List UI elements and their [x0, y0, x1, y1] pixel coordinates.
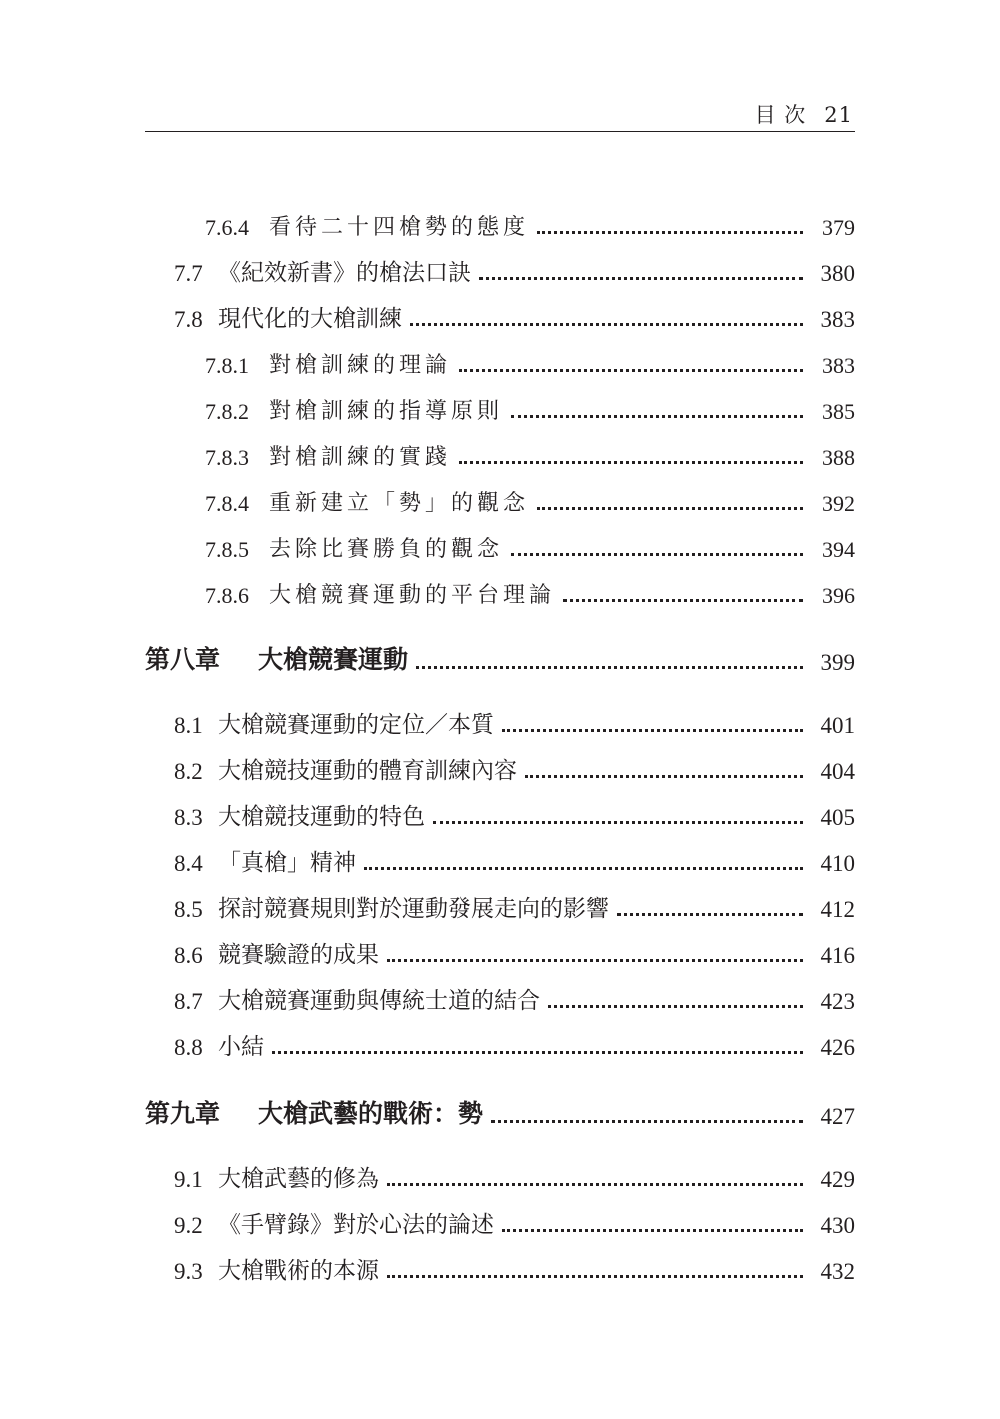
toc-entry-number: 9.1	[174, 1167, 203, 1192]
toc-entry-page: 399	[820, 650, 855, 675]
toc-entry-page: 394	[822, 537, 855, 562]
toc-chapter-entry[interactable]	[0, 640, 1000, 676]
dot-leader	[563, 599, 803, 602]
toc-entry-number: 8.6	[174, 943, 203, 968]
dot-leader	[479, 277, 803, 280]
toc-entry-number: 8.2	[174, 759, 203, 784]
toc-chapter-title: 大槍武藝的戰術：勢	[258, 1099, 484, 1128]
toc-entry-page: 392	[822, 491, 855, 516]
toc-entry-page: 383	[820, 307, 855, 332]
toc-entry-title: 去除比賽勝負的觀念	[269, 537, 504, 562]
toc-entry-number: 9.3	[174, 1259, 203, 1284]
toc-entry[interactable]	[0, 795, 1000, 831]
dot-leader	[548, 1005, 803, 1008]
toc-entry-number: 7.8.6	[205, 583, 249, 608]
toc-entry-number: 7.8.1	[205, 353, 249, 378]
toc-entry-page: 388	[822, 445, 855, 470]
toc-chapter-title: 大槍競賽運動	[258, 645, 409, 674]
dot-leader	[387, 959, 803, 962]
toc-entry-page: 385	[822, 399, 855, 424]
toc-entry-title: 大槍競賽運動的平台理論	[269, 583, 556, 608]
toc-entry-page: 416	[820, 943, 855, 968]
toc-entry-number: 7.8	[174, 307, 203, 332]
toc-entry-page: 412	[820, 897, 855, 922]
toc-entry[interactable]	[0, 703, 1000, 739]
toc-entry-page: 396	[822, 583, 855, 608]
toc-entry-page: 380	[820, 261, 855, 286]
toc-entry-number: 8.3	[174, 805, 203, 830]
toc-entry-number: 7.8.3	[205, 445, 249, 470]
dot-leader	[537, 507, 803, 510]
toc-entry-number: 7.8.2	[205, 399, 249, 424]
dot-leader	[410, 323, 803, 326]
dot-leader	[491, 1120, 803, 1123]
toc-entry-page: 423	[820, 989, 855, 1014]
toc-entry-title: 大槍武藝的修為	[218, 1166, 379, 1192]
toc-entry-title: 「真槍」精神	[218, 850, 356, 876]
toc-chapter-number: 第八章	[145, 645, 221, 674]
dot-leader	[459, 461, 803, 464]
header-page-number: 21	[824, 103, 853, 127]
toc-entry-title: 探討競賽規則對於運動發展走向的影響	[218, 896, 609, 922]
toc-entry[interactable]	[0, 933, 1000, 969]
toc-entry[interactable]	[0, 1249, 1000, 1285]
dot-leader	[511, 415, 803, 418]
toc-chapter-entry[interactable]	[0, 1094, 1000, 1130]
header-section-title: 目 次	[754, 103, 807, 127]
toc-entry[interactable]	[0, 389, 1000, 425]
dot-leader	[525, 775, 803, 778]
toc-entry[interactable]	[0, 887, 1000, 923]
toc-entry-number: 7.6.4	[205, 215, 249, 240]
toc-entry-number: 8.1	[174, 713, 203, 738]
toc-entry-title: 《紀效新書》的槍法口訣	[218, 260, 471, 286]
dot-leader	[502, 1229, 803, 1232]
toc-entry-number: 8.7	[174, 989, 203, 1014]
toc-entry-title: 現代化的大槍訓練	[218, 306, 402, 332]
toc-entry-title: 重新建立「勢」的觀念	[269, 491, 530, 516]
dot-leader	[364, 867, 803, 870]
toc-entry-page: 426	[820, 1035, 855, 1060]
toc-entry-title: 對槍訓練的指導原則	[269, 399, 504, 424]
dot-leader	[502, 729, 803, 732]
toc-entry-title: 大槍競賽運動的定位／本質	[218, 712, 494, 738]
toc-entry-page: 383	[822, 353, 855, 378]
dot-leader	[511, 553, 803, 556]
toc-entry[interactable]	[0, 1157, 1000, 1193]
toc-entry-page: 410	[820, 851, 855, 876]
toc-entry-page: 427	[820, 1104, 855, 1129]
toc-entry-page: 405	[820, 805, 855, 830]
dot-leader	[387, 1183, 803, 1186]
toc-entry[interactable]	[0, 435, 1000, 471]
toc-entry-number: 8.4	[174, 851, 203, 876]
toc-entry[interactable]	[0, 979, 1000, 1015]
dot-leader	[387, 1275, 803, 1278]
toc-entry-page: 430	[820, 1213, 855, 1238]
toc-entry-title: 看待二十四槍勢的態度	[269, 215, 530, 240]
toc-entry-title: 《手臂錄》對於心法的論述	[218, 1212, 494, 1238]
toc-entry-number: 7.8.4	[205, 491, 249, 516]
toc-entry-title: 對槍訓練的實踐	[269, 445, 452, 470]
toc-entry[interactable]	[0, 841, 1000, 877]
toc-entry-page: 379	[822, 215, 855, 240]
toc-entry-page: 401	[820, 713, 855, 738]
dot-leader	[272, 1051, 803, 1054]
toc-entry-number: 7.7	[174, 261, 203, 286]
toc-entry[interactable]	[0, 527, 1000, 563]
toc-entry-title: 大槍競技運動的體育訓練內容	[218, 758, 517, 784]
toc-entry[interactable]	[0, 343, 1000, 379]
toc-entry-page: 432	[820, 1259, 855, 1284]
toc-entry[interactable]	[0, 251, 1000, 287]
toc-entry-title: 大槍競賽運動與傳統士道的結合	[218, 988, 540, 1014]
toc-entry-title: 小結	[218, 1034, 264, 1060]
dot-leader	[416, 666, 803, 669]
toc-entry[interactable]	[0, 205, 1000, 241]
toc-entry-title: 大槍戰術的本源	[218, 1258, 379, 1284]
toc-entry-number: 8.8	[174, 1035, 203, 1060]
toc-entry[interactable]	[0, 481, 1000, 517]
toc-entry-title: 對槍訓練的理論	[269, 353, 452, 378]
dot-leader	[459, 369, 803, 372]
toc-entry[interactable]	[0, 749, 1000, 785]
toc-entry-number: 9.2	[174, 1213, 203, 1238]
toc-entry-page: 404	[820, 759, 855, 784]
toc-entry[interactable]	[0, 573, 1000, 609]
toc-entry[interactable]	[0, 1025, 1000, 1061]
toc-entry-page: 429	[820, 1167, 855, 1192]
dot-leader	[617, 913, 803, 916]
dot-leader	[433, 821, 803, 824]
toc-entry[interactable]	[0, 1203, 1000, 1239]
toc-entry[interactable]	[0, 297, 1000, 333]
toc-entry-number: 8.5	[174, 897, 203, 922]
dot-leader	[537, 231, 803, 234]
toc-entry-number: 7.8.5	[205, 537, 249, 562]
toc-entry-title: 競賽驗證的成果	[218, 942, 379, 968]
toc-chapter-number: 第九章	[145, 1099, 221, 1128]
toc-entry-title: 大槍競技運動的特色	[218, 804, 425, 830]
